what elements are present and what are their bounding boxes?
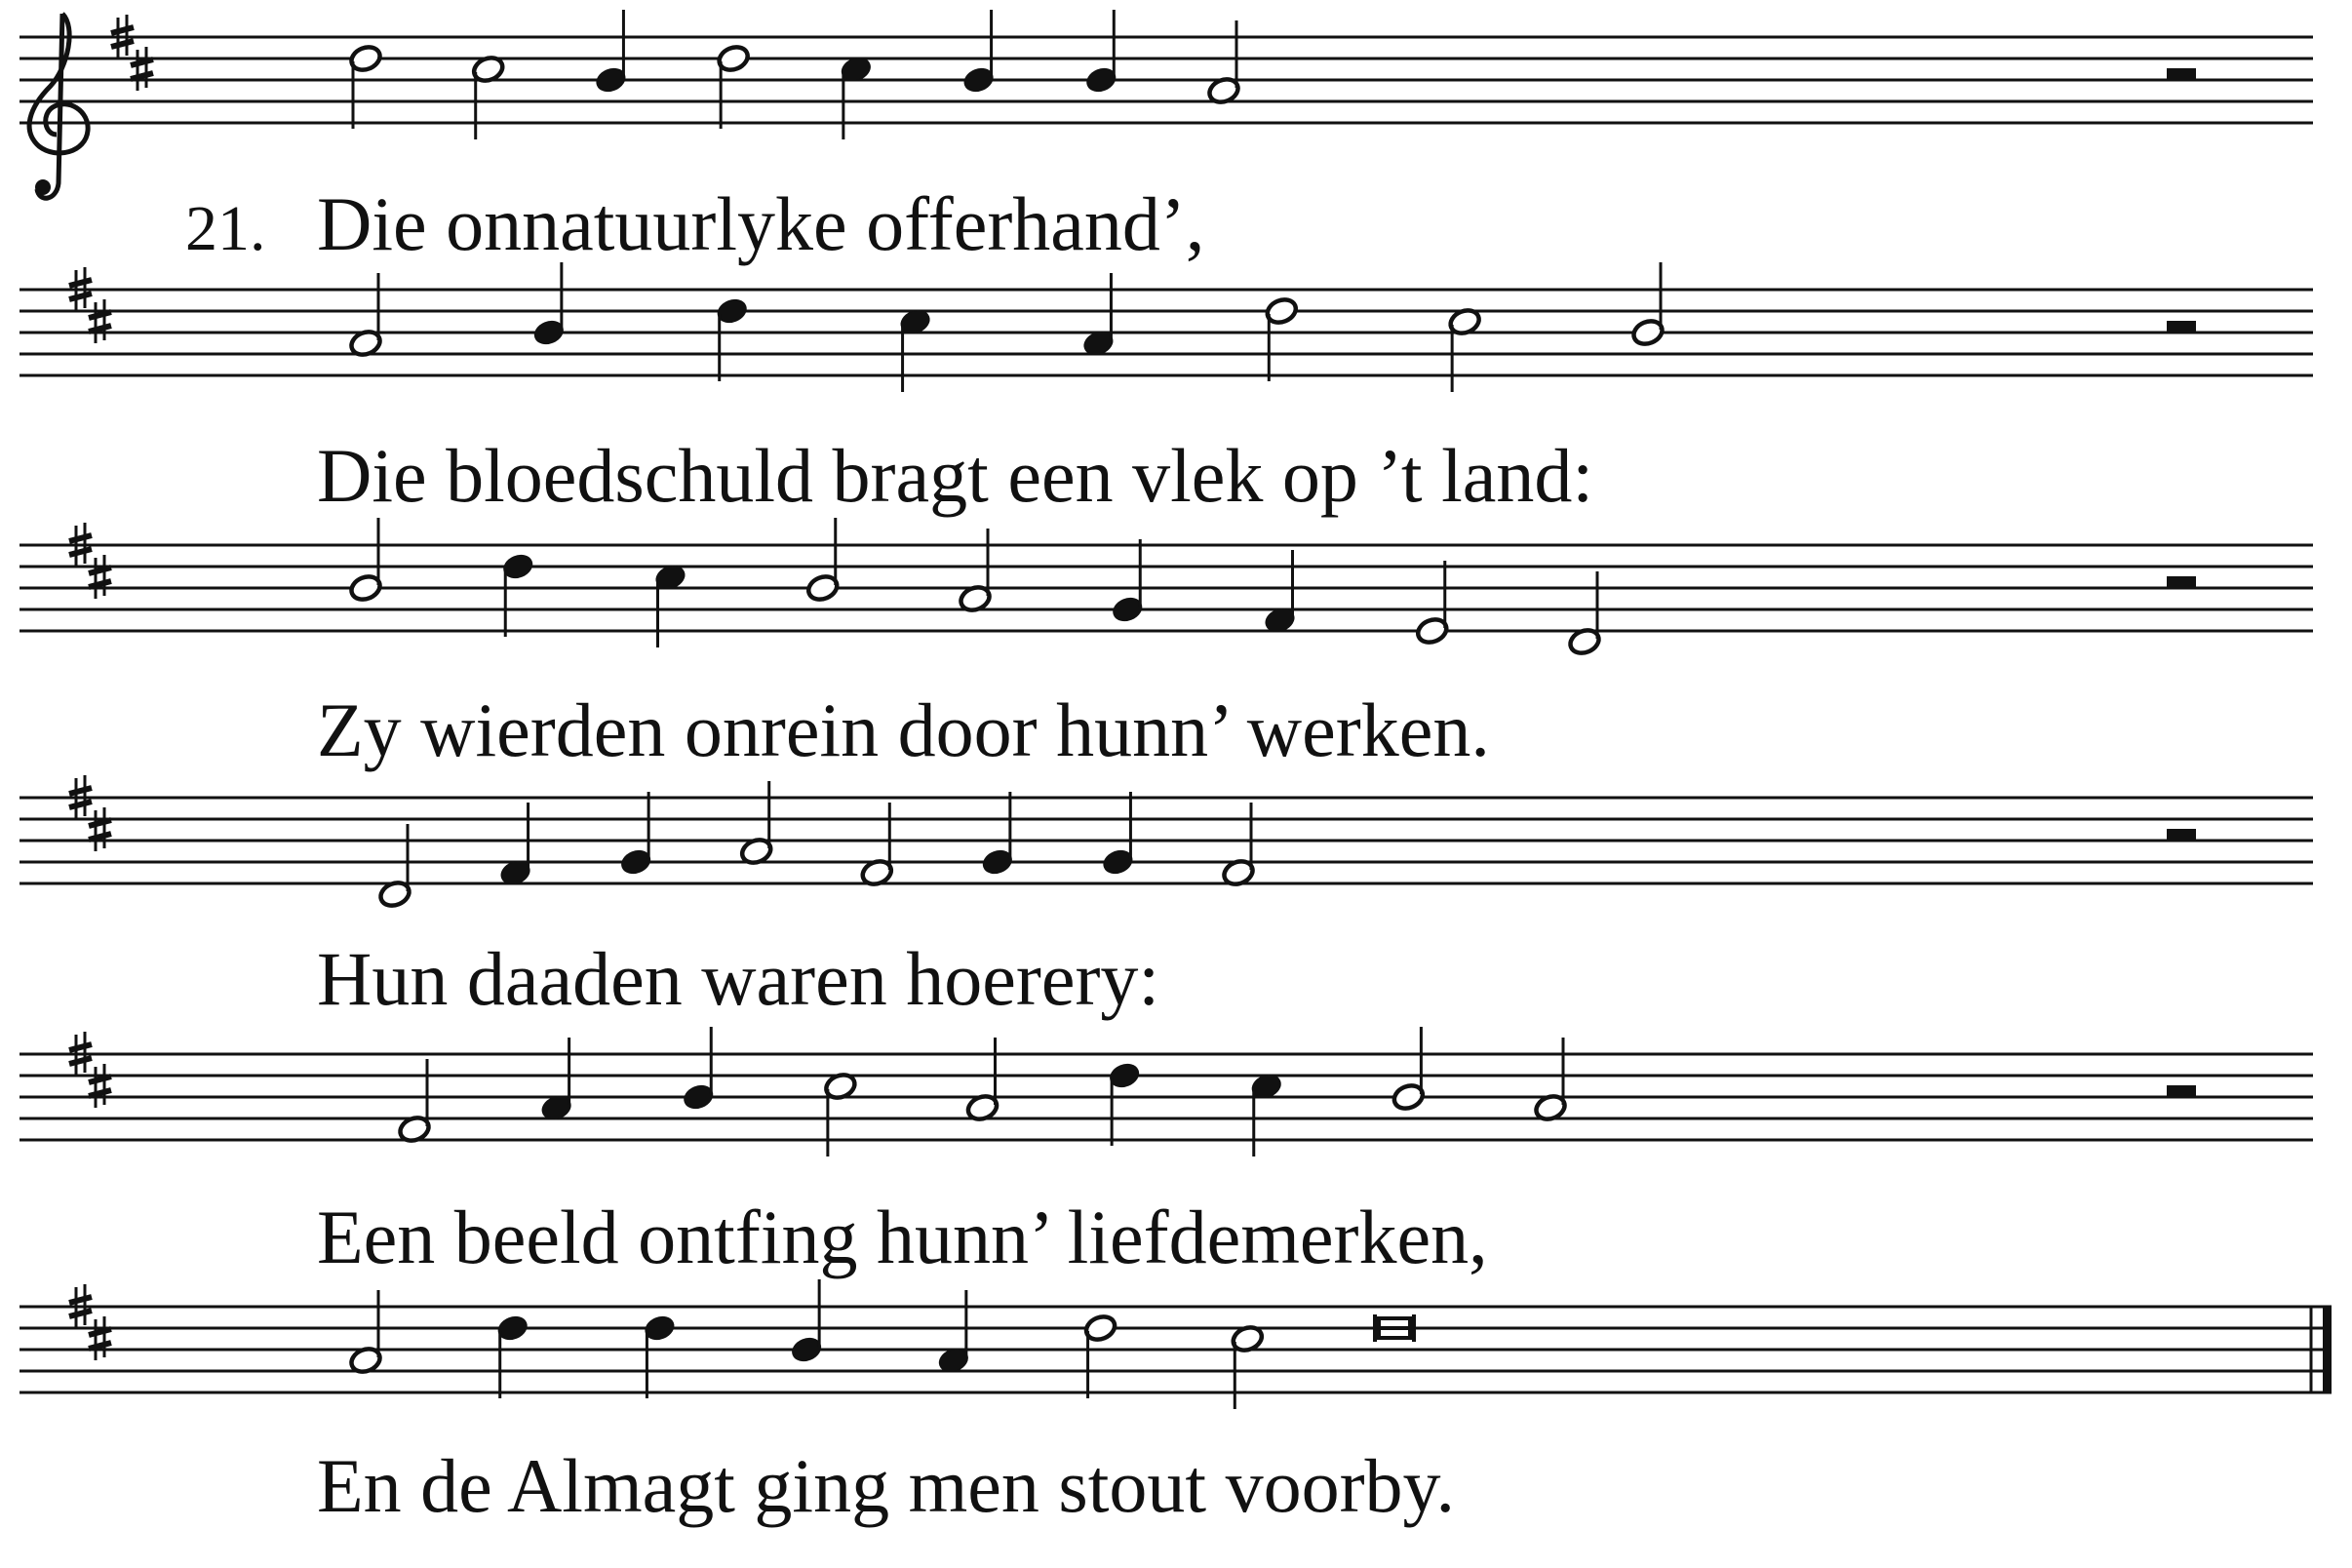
staff-4	[20, 775, 2313, 910]
note-quarter	[715, 295, 750, 381]
note-quarter	[898, 306, 933, 392]
note-half	[823, 1071, 858, 1156]
staff-1	[20, 10, 2313, 198]
sharp-sign	[131, 47, 153, 91]
note-breve	[1375, 1314, 1414, 1342]
stanza-number	[185, 193, 266, 264]
system-5	[20, 1027, 2313, 1279]
sharp-sign	[89, 555, 111, 599]
note-quarter	[1107, 1060, 1142, 1146]
lyric-line-6: En de Almagt ging men stout voorby.	[317, 1443, 1455, 1528]
note-quarter	[498, 803, 533, 888]
note-half	[377, 824, 412, 910]
lyric-line-2: Die bloedschuld bragt een vlek op ’t land:	[317, 433, 1594, 518]
staff-6	[20, 1279, 2332, 1409]
note-half	[348, 518, 383, 604]
staff-5	[20, 1027, 2313, 1156]
note-quarter	[652, 562, 687, 647]
sharp-sign	[89, 1316, 111, 1360]
note-quarter	[1080, 273, 1116, 359]
staff-3	[20, 518, 2313, 657]
note-half	[1415, 561, 1450, 647]
system-6	[20, 1279, 2332, 1528]
note-half	[1391, 1027, 1426, 1113]
note-quarter	[1249, 1071, 1284, 1156]
staff-2	[20, 262, 2313, 392]
note-half	[1567, 571, 1602, 657]
note-quarter	[961, 10, 997, 96]
stanza-number-text: 21.	[185, 193, 266, 264]
sharp-sign	[89, 299, 111, 343]
sharp-sign	[89, 807, 111, 851]
note-quarter	[936, 1290, 971, 1376]
note-half	[348, 273, 383, 359]
half-rest-icon	[2167, 68, 2196, 80]
note-quarter	[789, 1279, 824, 1365]
note-quarter	[593, 10, 628, 96]
lyric-line-5: Een beeld ontfing hunn’ liefdemerken,	[317, 1195, 1488, 1279]
lyric-line-3: Zy wierden onrein door hunn’ werken.	[317, 687, 1490, 772]
note-quarter	[642, 1313, 677, 1398]
note-half	[1206, 20, 1241, 106]
note-half	[1447, 306, 1482, 392]
treble-clef-icon	[29, 14, 88, 198]
note-half	[859, 803, 894, 888]
note-half	[1221, 803, 1256, 888]
note-quarter	[1100, 792, 1135, 878]
system-2	[20, 262, 2313, 518]
system-4	[20, 775, 2313, 1021]
system-3	[20, 518, 2313, 772]
note-quarter	[1110, 539, 1145, 625]
note-half	[739, 781, 774, 867]
note-quarter	[500, 551, 535, 637]
note-half	[471, 54, 506, 139]
note-half	[1083, 1313, 1118, 1398]
note-quarter	[1262, 550, 1297, 636]
lyric-line-1: Die onnatuurlyke offerhand’,	[317, 181, 1205, 266]
note-quarter	[980, 792, 1015, 878]
half-rest-icon	[2167, 576, 2196, 588]
note-quarter	[681, 1027, 716, 1113]
half-rest-icon	[2167, 829, 2196, 841]
note-half	[964, 1038, 1000, 1123]
note-quarter	[531, 262, 567, 348]
lyric-line-4: Hun daaden waren hoerery:	[317, 936, 1160, 1021]
note-quarter	[1083, 10, 1118, 96]
half-rest-icon	[2167, 1085, 2196, 1097]
note-half	[348, 43, 383, 129]
system-1	[20, 10, 2313, 266]
note-half	[348, 1290, 383, 1376]
note-half	[805, 518, 841, 604]
note-quarter	[539, 1038, 574, 1123]
note-quarter	[495, 1313, 530, 1398]
half-rest-icon	[2167, 321, 2196, 333]
note-half	[1230, 1323, 1265, 1409]
note-half	[958, 529, 993, 614]
note-half	[1533, 1038, 1568, 1123]
note-quarter	[839, 54, 874, 139]
note-half	[1630, 262, 1666, 348]
note-half	[397, 1059, 432, 1145]
sharp-sign	[89, 1064, 111, 1108]
note-quarter	[618, 792, 653, 878]
note-half	[716, 43, 751, 129]
note-half	[1264, 295, 1299, 381]
final-barline	[2323, 1307, 2332, 1392]
